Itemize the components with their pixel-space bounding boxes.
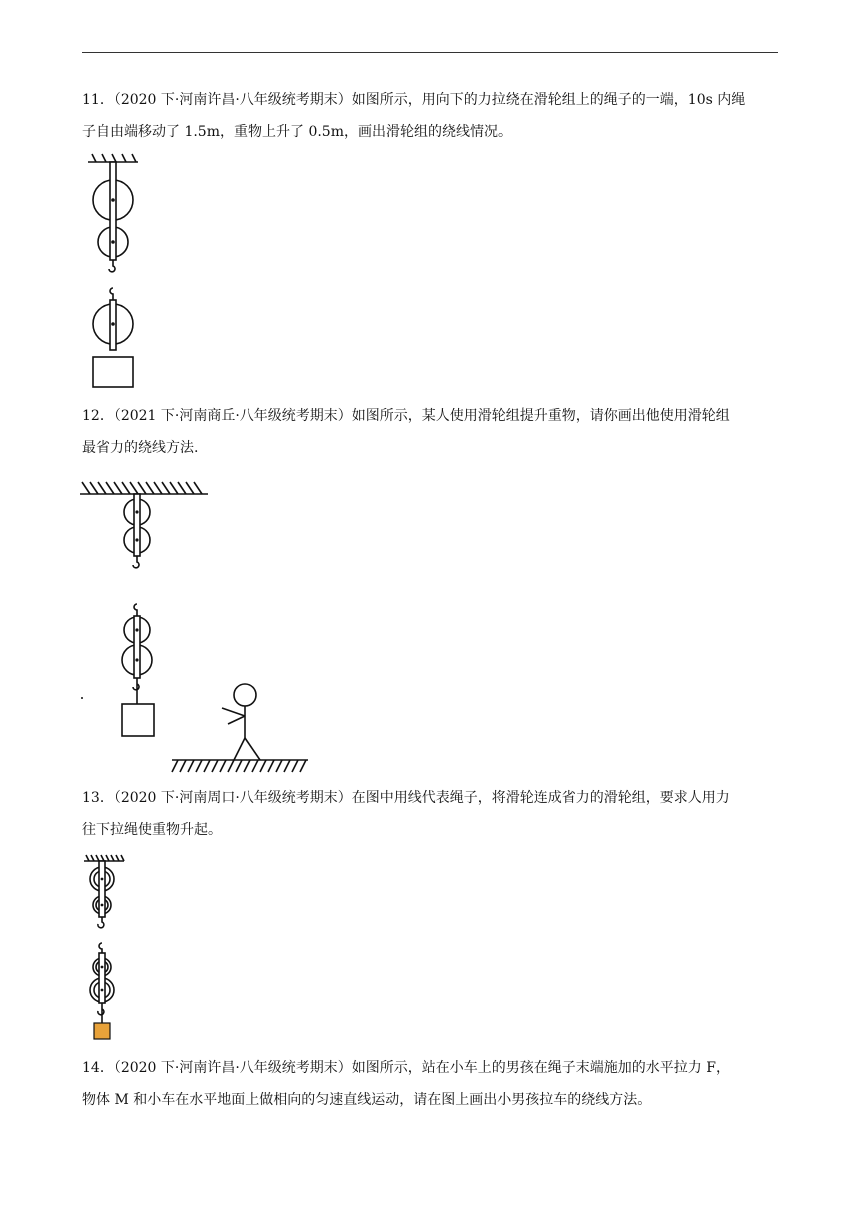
question-14-line1: 14．（2020 下·河南许昌·八年级统考期末）如图所示，站在小车上的男孩在绳子末端施加的水平拉力 F， [82,1060,730,1076]
question-12-line2: 最省力的绕线方法. [82,440,199,456]
pulley-figure-q12 [80,480,320,780]
question-13-line2: 往下拉绳使重物升起。 [82,822,222,838]
question-11-line1: 11．（2020 下·河南许昌·八年级统考期末）如图所示，用向下的力拉绕在滑轮组上的绳子的一端，10s 内绳 [82,92,746,108]
question-14-line2: 物体 M 和小车在水平地面上做相向的匀速直线运动，请在图上画出小男孩拉车的绕线方法。 [82,1092,652,1108]
question-14 [82,1052,778,1116]
pulley-figure-q11 [82,152,152,392]
question-11-line2: 子自由端移动了 1.5m，重物上升了 0.5m，画出滑轮组的绕线情况。 [82,124,512,140]
question-11 [82,84,778,148]
question-12 [82,400,778,464]
question-13 [82,782,778,846]
header-rule [82,52,778,53]
question-13-line1: 13．（2020 下·河南周口·八年级统考期末）在图中用线代表绳子，将滑轮连成省力的滑轮组，要求人用力 [82,790,730,806]
weight-block [94,1023,110,1039]
pulley-figure-q13 [82,855,132,1045]
question-12-line1: 12．（2021 下·河南商丘·八年级统考期末）如图所示，某人使用滑轮组提升重物，请你画出他使用滑轮组 [82,408,730,424]
